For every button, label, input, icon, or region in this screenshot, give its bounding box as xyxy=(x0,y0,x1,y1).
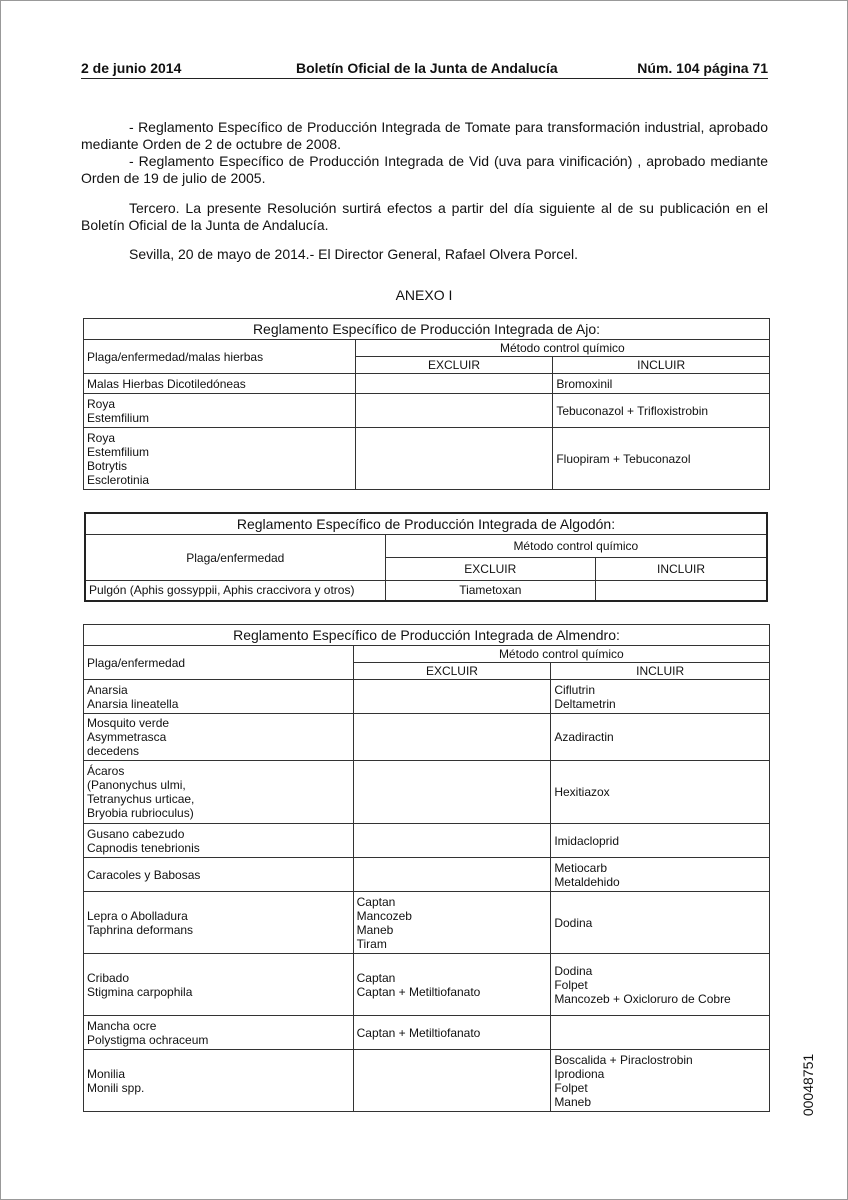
cell-excluir: Captan Mancozeb Maneb Tiram xyxy=(353,892,551,954)
document-code xyxy=(798,1050,818,1120)
cell-excluir xyxy=(353,761,551,824)
paragraph-tercero: Tercero. La presente Resolución surtirá efectos a partir del día siguiente al de su publicación en el Boletín Oficial de la Junta de Andalucía. xyxy=(81,200,768,233)
cell-plaga: Pulgón (Aphis gossyppii, Aphis craccivora y otros) xyxy=(85,581,385,601)
table-row xyxy=(84,954,770,1016)
cell-incluir: Azadiractin xyxy=(551,714,770,761)
cell-plaga: Lepra o Abolladura Taphrina deformans xyxy=(84,892,354,954)
cell-excluir xyxy=(353,714,551,761)
cell-plaga: Mancha ocre Polystigma ochraceum xyxy=(84,1016,354,1050)
header-page-number: Núm. 104 página 71 xyxy=(637,60,768,76)
cell-incluir: Hexitiazox xyxy=(551,761,770,824)
table-title: Reglamento Específico de Producción Integrada de Almendro: xyxy=(84,625,770,646)
column-header-incluir: INCLUIR xyxy=(596,558,768,581)
paragraph-vid: - Reglamento Específico de Producción Integrada de Vid (uva para vinificación) , aprobado mediante Orden de 19 de julio de 2005. xyxy=(81,153,768,186)
cell-excluir xyxy=(355,428,553,490)
page-header xyxy=(81,60,768,79)
paragraph-tercero-block xyxy=(81,200,768,234)
cell-plaga: Ácaros (Panonychus ulmi, Tetranychus urticae, Bryobia rubrioculus) xyxy=(84,761,354,824)
cell-excluir xyxy=(353,680,551,714)
column-header-plaga: Plaga/enfermedad/malas hierbas xyxy=(84,340,356,374)
table-row xyxy=(84,1050,770,1112)
table-row xyxy=(84,761,770,824)
table-ajo xyxy=(83,318,770,490)
cell-excluir: Tiametoxan xyxy=(385,581,595,601)
cell-plaga: Caracoles y Babosas xyxy=(84,858,354,892)
paragraph-signature: Sevilla, 20 de mayo de 2014.- El Director General, Rafael Olvera Porcel. xyxy=(129,246,578,262)
table-row xyxy=(84,892,770,954)
table-row xyxy=(84,394,770,428)
signature-block xyxy=(81,246,768,263)
column-header-metodo: Método control químico xyxy=(385,535,767,558)
annex-title: ANEXO I xyxy=(395,287,453,303)
header-title: Boletín Oficial de la Junta de Andalucía xyxy=(296,60,558,76)
cell-excluir: Captan Captan + Metiltiofanato xyxy=(353,954,551,1016)
cell-incluir xyxy=(551,1016,770,1050)
cell-excluir xyxy=(355,374,553,394)
table-row xyxy=(84,858,770,892)
column-header-metodo: Método control químico xyxy=(353,646,769,663)
table-row xyxy=(84,428,770,490)
cell-incluir: Boscalida + Piraclostrobin Iprodiona Folpet Maneb xyxy=(551,1050,770,1112)
column-header-excluir: EXCLUIR xyxy=(353,663,551,680)
cell-incluir: Dodina Folpet Mancozeb + Oxicloruro de Cobre xyxy=(551,954,770,1016)
cell-excluir xyxy=(353,1050,551,1112)
table-title: Reglamento Específico de Producción Integrada de Algodón: xyxy=(85,513,767,535)
column-header-plaga: Plaga/enfermedad xyxy=(84,646,354,680)
cell-excluir xyxy=(353,824,551,858)
header-date: 2 de junio 2014 xyxy=(81,60,182,76)
cell-incluir: Imidacloprid xyxy=(551,824,770,858)
cell-plaga: Roya Estemfilium Botrytis Esclerotinia xyxy=(84,428,356,490)
cell-incluir: Bromoxinil xyxy=(553,374,770,394)
column-header-plaga: Plaga/enfermedad xyxy=(85,535,385,581)
list-block xyxy=(81,119,768,187)
cell-plaga: Anarsia Anarsia lineatella xyxy=(84,680,354,714)
column-header-incluir: INCLUIR xyxy=(553,357,770,374)
paragraph-tomate: - Reglamento Específico de Producción Integrada de Tomate para transformación industrial, aprobado mediante Orden de 2 de octubre de 2008. xyxy=(81,119,768,152)
cell-incluir: Dodina xyxy=(551,892,770,954)
table-almendro xyxy=(83,624,770,1112)
cell-plaga: Monilia Monili spp. xyxy=(84,1050,354,1112)
cell-incluir: Fluopiram + Tebuconazol xyxy=(553,428,770,490)
column-header-metodo: Método control químico xyxy=(355,340,769,357)
cell-excluir xyxy=(353,858,551,892)
column-header-incluir: INCLUIR xyxy=(551,663,770,680)
cell-excluir: Captan + Metiltiofanato xyxy=(353,1016,551,1050)
table-algodon xyxy=(84,512,768,602)
column-header-excluir: EXCLUIR xyxy=(385,558,595,581)
table-row xyxy=(84,714,770,761)
table-row xyxy=(84,824,770,858)
column-header-excluir: EXCLUIR xyxy=(355,357,553,374)
cell-plaga: Mosquito verde Asymmetrasca decedens xyxy=(84,714,354,761)
table-row xyxy=(84,680,770,714)
cell-plaga: Roya Estemfilium xyxy=(84,394,356,428)
cell-incluir: Tebuconazol + Trifloxistrobin xyxy=(553,394,770,428)
cell-plaga: Malas Hierbas Dicotiledóneas xyxy=(84,374,356,394)
cell-plaga: Cribado Stigmina carpophila xyxy=(84,954,354,1016)
table-title: Reglamento Específico de Producción Integrada de Ajo: xyxy=(84,319,770,340)
cell-incluir: Ciflutrin Deltametrin xyxy=(551,680,770,714)
table-row xyxy=(85,581,767,601)
cell-excluir xyxy=(355,394,553,428)
cell-incluir xyxy=(596,581,768,601)
document-code-text: 00048751 xyxy=(800,1053,816,1117)
table-row xyxy=(84,374,770,394)
table-row xyxy=(84,1016,770,1050)
cell-plaga: Gusano cabezudo Capnodis tenebrionis xyxy=(84,824,354,858)
cell-incluir: Metiocarb Metaldehido xyxy=(551,858,770,892)
